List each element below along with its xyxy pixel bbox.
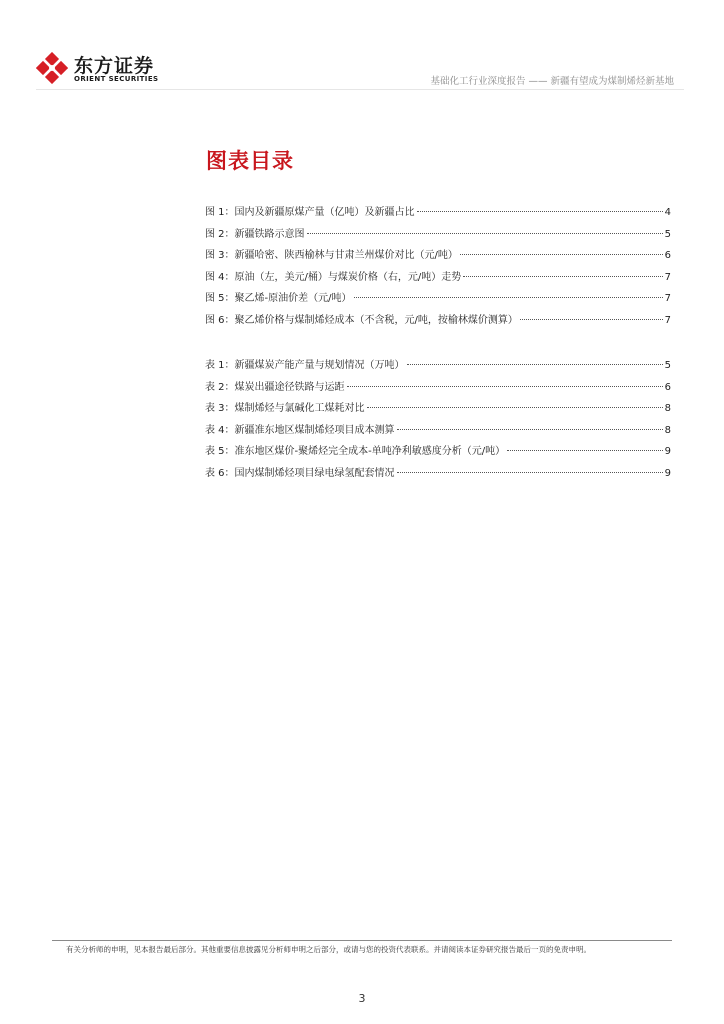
toc-dot-leader [460,254,663,255]
toc-dot-leader [407,364,663,365]
toc-entry-table-4[interactable] [205,421,671,443]
toc-page-number: 4 [664,207,671,218]
toc-entry-table-3[interactable] [205,399,671,421]
toc-page-number: 7 [664,314,671,326]
toc-dot-leader [307,233,663,234]
toc-entry-label: 图 3：新疆哈密、陕西榆林与甘肃兰州煤价对比（元/吨） [205,250,458,261]
logo-chinese-name: 东方证券 [74,55,155,77]
toc-entry-label: 表 1：新疆煤炭产能产量与规划情况（万吨） [205,360,405,371]
toc-page-number: 5 [664,360,671,371]
toc-entry-label: 图 5：聚乙烯-原油价差（元/吨） [205,293,352,304]
toc-page-number: 8 [664,424,671,436]
toc-dot-leader [507,450,662,451]
toc-page-number: 7 [664,293,671,304]
toc-dot-leader [354,297,663,298]
toc-entry-label: 表 5：准东地区煤价-聚烯烃完全成本-单吨净利敏感度分析（元/吨） [205,446,506,457]
toc-page-number: 9 [664,446,671,457]
toc-dot-leader [417,211,663,212]
toc-entry-table-5[interactable] [205,442,671,464]
toc-entry-label: 表 2：煤炭出疆途径铁路与运距 [205,381,345,393]
toc-entry-table-1[interactable] [205,356,671,378]
toc-entry-figure-5[interactable] [205,289,671,311]
table-list [205,356,671,485]
toc-page-number: 9 [664,467,671,479]
toc-entry-figure-3[interactable] [205,246,671,268]
toc-entry-label: 图 1：国内及新疆原煤产量（亿吨）及新疆占比 [205,207,415,218]
footer-disclaimer: 有关分析师的申明，见本报告最后部分。其他重要信息披露见分析师申明之后部分，或请与您的投资代表联系。并请阅读本证券研究报告最后一页的免责申明。 [66,945,591,954]
figure-list [205,203,671,332]
toc-entry-figure-6[interactable] [205,311,671,333]
report-header-title: 基础化工行业深度报告 —— 新疆有望成为煤制烯烃新基地 [430,76,674,87]
toc-entry-figure-2[interactable] [205,225,671,247]
toc-entry-label: 表 3：煤制烯烃与氯碱化工煤耗对比 [205,403,365,414]
toc-dot-leader [463,276,662,277]
footer-divider [52,940,672,941]
toc-dot-leader [520,319,663,320]
toc-entry-figure-1[interactable] [205,203,671,225]
toc-page-number: 6 [664,250,671,261]
toc-entry-label: 图 4：原油（左，美元/桶）与煤炭价格（右，元/吨）走势 [205,271,462,283]
toc-entry-figure-4[interactable] [205,268,671,290]
toc-entry-label: 图 6：聚乙烯价格与煤制烯烃成本（不含税，元/吨，按榆林煤价测算） [205,314,518,326]
toc-entry-label: 表 4：新疆准东地区煤制烯烃项目成本测算 [205,424,395,436]
toc-entry-table-6[interactable] [205,464,671,486]
toc-dot-leader [347,386,663,387]
toc-entry-table-2[interactable] [205,378,671,400]
header-divider [36,89,684,90]
toc-dot-leader [397,429,663,430]
toc-entry-label: 图 2：新疆铁路示意图 [205,228,305,240]
toc-page-number: 7 [664,271,671,283]
logo-english-name: ORIENT SECURITIES [74,75,159,83]
section-title: 图表目录 [206,149,294,173]
toc-page-number: 8 [664,403,671,414]
brand-logo [36,50,166,88]
orient-securities-logo-icon [36,52,68,84]
toc-page-number: 5 [664,228,671,240]
toc-dot-leader [367,407,663,408]
toc-dot-leader [397,472,663,473]
page-number: 3 [358,992,366,1005]
toc-page-number: 6 [664,381,671,393]
toc-entry-label: 表 6：国内煤制烯烃项目绿电绿氢配套情况 [205,467,395,479]
